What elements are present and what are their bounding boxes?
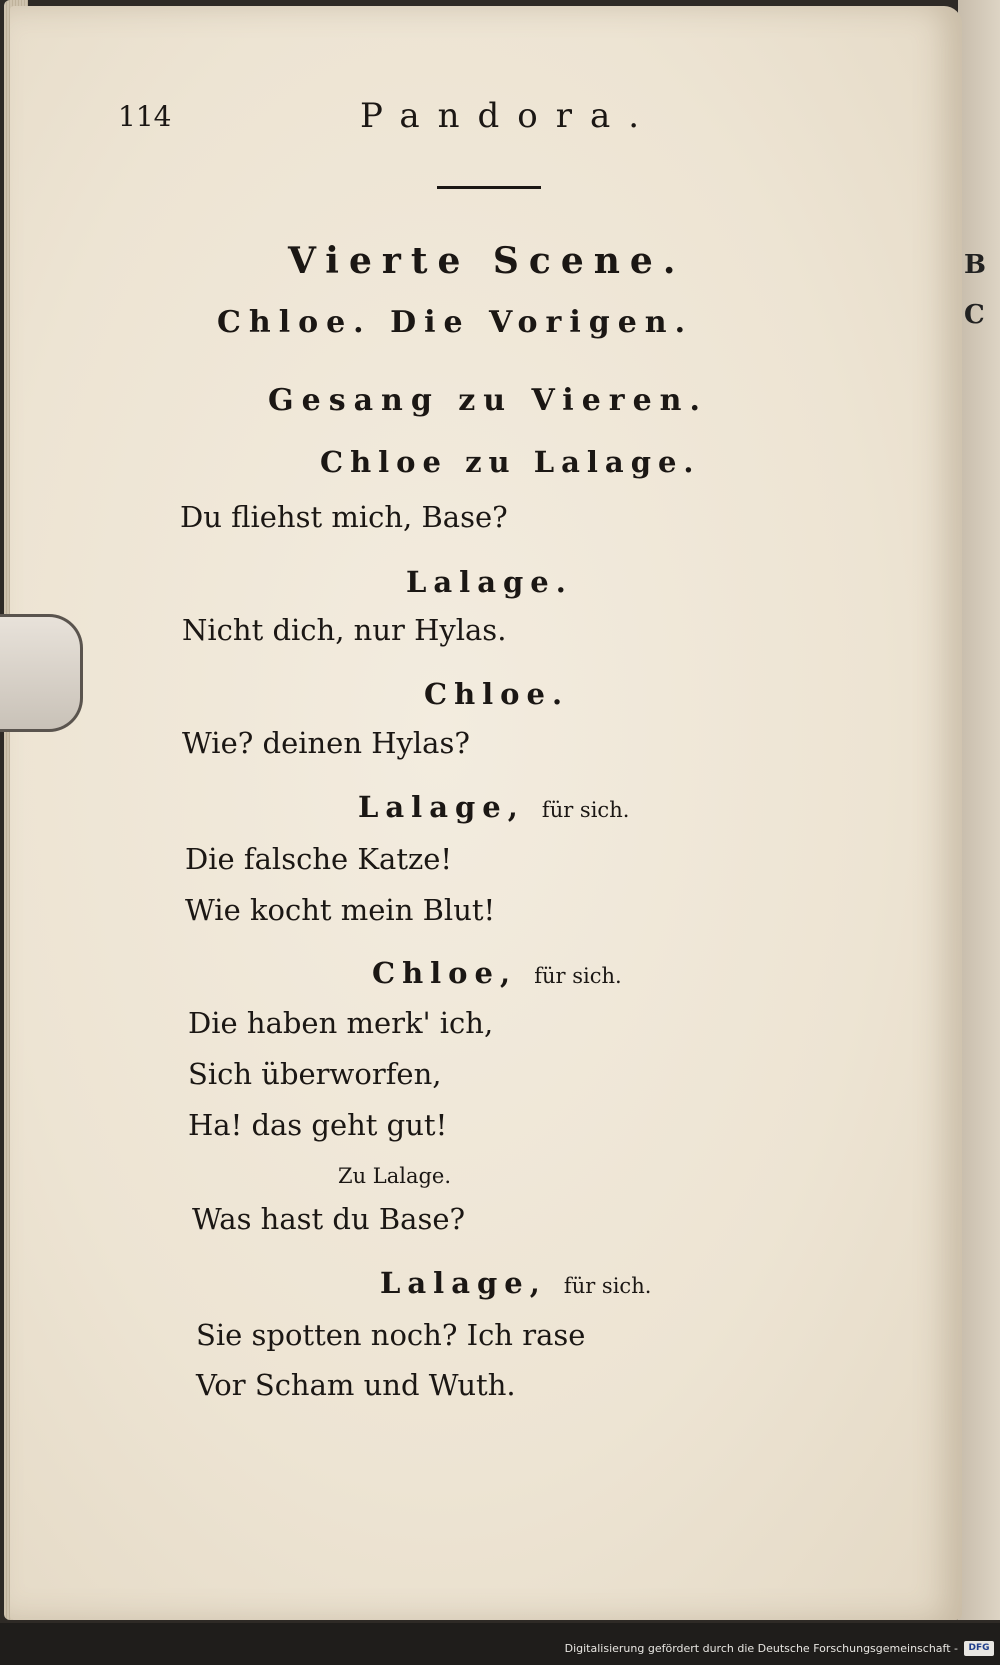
speaker-label [358, 790, 629, 824]
verse-line: Die falsche Katze! [185, 842, 453, 876]
verse-line: Die haben merk' ich, [188, 1006, 494, 1040]
page-number: 114 [118, 100, 172, 133]
speaker-label: Chloe zu Lalage. [320, 445, 701, 479]
stage-direction: Zu Lalage. [338, 1164, 452, 1188]
speaker-label: Lalage. [406, 565, 573, 599]
page-clip [0, 614, 83, 732]
stage-direction: für sich. [541, 798, 630, 822]
verse-line: Sie spotten noch? Ich rase [196, 1318, 586, 1352]
section-rule [437, 186, 541, 189]
verse-line: Nicht dich, nur Hylas. [182, 613, 507, 647]
speaker-label [372, 956, 622, 990]
characters-heading: Chloe. Die Vorigen. [217, 305, 694, 340]
verse-line: Vor Scham und Wuth. [196, 1368, 516, 1402]
verse-line: Du fliehst mich, Base? [180, 500, 508, 534]
next-page-edge [958, 0, 1000, 1620]
verse-line: Was hast du Base? [192, 1202, 466, 1236]
verse-line: Wie kocht mein Blut! [185, 893, 496, 927]
dfg-logo: DFG [964, 1641, 994, 1656]
verse-line: Sich überworfen, [188, 1057, 442, 1091]
speaker-name: Lalage, [358, 790, 525, 824]
verse-line: Ha! das geht gut! [188, 1108, 448, 1142]
next-page-glyph: C [964, 300, 985, 330]
speaker-name: Lalage, [380, 1266, 547, 1300]
footer-credit: Digitalisierung gefördert durch die Deutsche Forschungsgemeinschaft - [564, 1642, 958, 1655]
speaker-name: Chloe, [372, 956, 518, 990]
running-title: Pandora. [360, 96, 658, 136]
next-page-glyph: B [964, 250, 986, 280]
stage-direction: für sich. [563, 1274, 652, 1298]
speaker-label: Chloe. [424, 677, 570, 711]
stage-direction: für sich. [534, 964, 622, 988]
scene-heading: Vierte Scene. [288, 240, 686, 282]
speaker-label [380, 1266, 651, 1300]
verse-line: Wie? deinen Hylas? [182, 726, 470, 760]
song-heading: Gesang zu Vieren. [268, 383, 708, 418]
